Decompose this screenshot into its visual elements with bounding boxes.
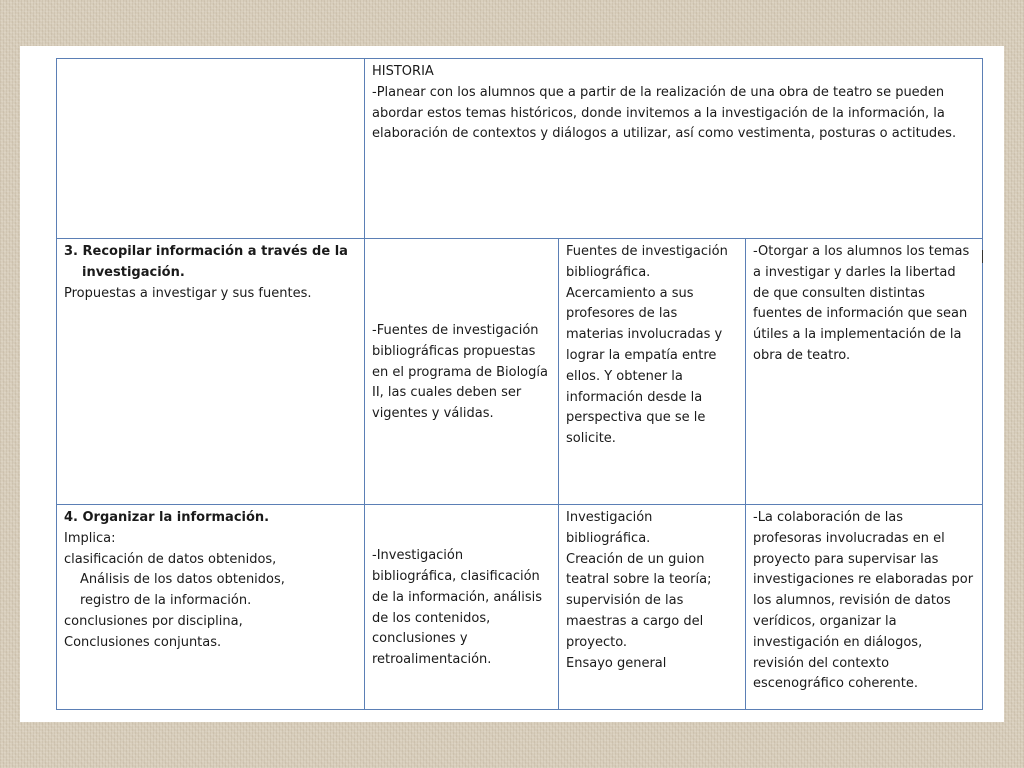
step-4-title: 4. Organizar la información. — [64, 510, 270, 525]
empty-cell — [57, 59, 365, 239]
step-4-teachers-cell — [746, 505, 983, 710]
table-row-step-4 — [57, 505, 983, 710]
step-3-teachers-cell — [746, 239, 983, 505]
historia-heading: HISTORIA — [372, 64, 434, 79]
step-4-line: clasificación de datos obtenidos, — [64, 551, 277, 567]
step-4-students-line: Investigación bibliográfica. — [566, 510, 653, 546]
step-4-research-cell — [365, 505, 559, 710]
step-4-research-text: -Investigación bibliográfica, clasificación de la información, análisis de los contenidos, conclusiones y retroalimentación. — [372, 548, 542, 668]
historia-text: -Planear con los alumnos que a partir de la realización de una obra de teatro se pueden abordar estos temas históricos, donde invitemos a la investigación de la información, la elaboración de contextos y diálogos a utilizar, así como vestimenta, posturas o actitudes. — [372, 84, 957, 142]
step-3-sources-text: -Fuentes de investigación bibliográficas propuestas en el programa de Biología II, las cuales deben ser vigentes y válidas. — [372, 323, 548, 422]
step-3-title-line1: 3. Recopilar información a través de la — [64, 244, 348, 259]
step-4-cell — [57, 505, 365, 710]
step-4-line: registro de la información. — [80, 593, 252, 609]
step-3-title-line2: investigación. — [82, 264, 185, 280]
step-4-teachers-text: -La colaboración de las profesoras involucradas en el proyecto para supervisar las investigaciones re elaboradas por los alumnos, revisión de datos verídicos, organizar la investigación en diálogos, revisión del contexto escenográfico coherente. — [753, 510, 974, 692]
step-3-cell — [57, 239, 365, 505]
table-row-historia — [57, 59, 983, 239]
slide — [20, 46, 1004, 722]
step-4-line: Implica: — [64, 530, 116, 546]
step-4-students-line: Ensayo general — [566, 655, 667, 671]
step-4-line: Análisis de los datos obtenidos, — [80, 572, 285, 588]
step-3-sources-cell — [365, 239, 559, 505]
step-4-line: Conclusiones conjuntas. — [64, 634, 222, 650]
step-4-students-cell — [559, 505, 746, 710]
step-3-students-text: Fuentes de investigación bibliográfica. Acercamiento a sus profesores de las materias involucradas y lograr la empatía entre ellos. Y obtener la información desde la perspectiva que se le solicite. — [566, 244, 728, 447]
table-row-step-3 — [57, 239, 983, 505]
cursor-mark — [982, 250, 983, 263]
step-4-line: conclusiones por disciplina, — [64, 613, 243, 629]
step-3-teachers-text: -Otorgar a los alumnos los temas a investigar y darles la libertad de que consulten distintas fuentes de información que sean útiles a la implementación de la obra de teatro. — [753, 244, 970, 363]
step-3-students-cell — [559, 239, 746, 505]
planning-table — [56, 58, 983, 710]
historia-cell — [365, 59, 983, 239]
step-3-description: Propuestas a investigar y sus fuentes. — [64, 285, 312, 301]
step-4-students-line: Creación de un guion teatral sobre la teoría; supervisión de las maestras a cargo del proyecto. — [566, 551, 712, 650]
